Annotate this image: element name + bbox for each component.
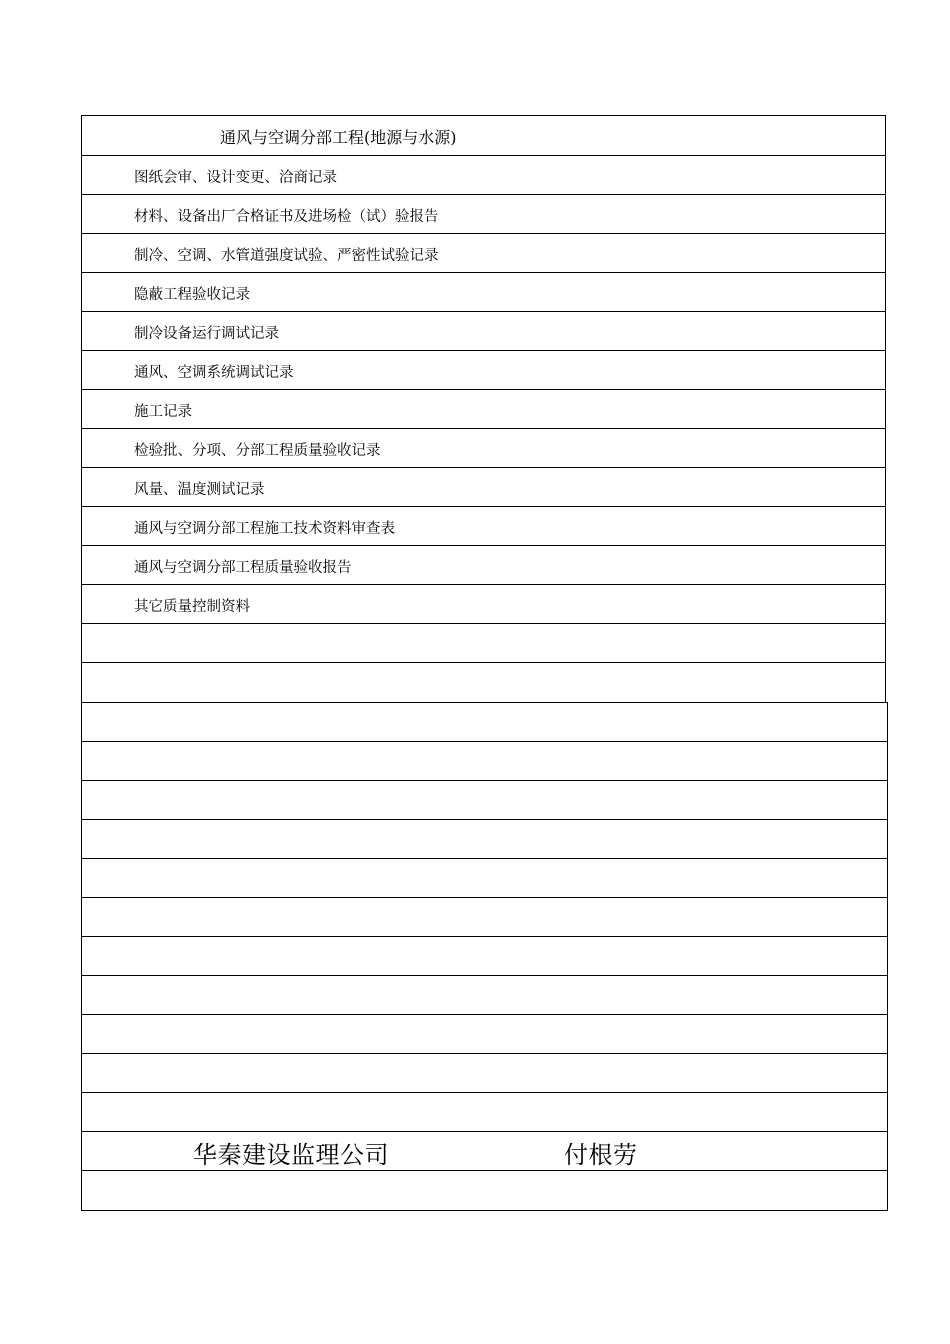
empty-row	[82, 820, 887, 859]
table-header-row	[82, 116, 885, 156]
empty-row	[82, 1015, 887, 1054]
table-row	[82, 351, 885, 390]
list-item: 隐蔽工程验收记录	[134, 287, 250, 303]
signer-name: 付根劳	[564, 1141, 638, 1169]
table-row	[82, 468, 885, 507]
table-row	[82, 585, 885, 624]
list-item: 制冷、空调、水管道强度试验、严密性试验记录	[134, 248, 439, 264]
table-row	[82, 234, 885, 273]
signature-row	[82, 1132, 887, 1171]
list-item: 制冷设备运行调试记录	[134, 326, 279, 342]
table-row	[82, 195, 885, 234]
list-item: 通风、空调系统调试记录	[134, 365, 294, 381]
empty-row	[82, 937, 887, 976]
table-row	[82, 507, 885, 546]
company-name: 华秦建设监理公司	[193, 1141, 389, 1169]
list-item: 检验批、分项、分部工程质量验收记录	[134, 443, 381, 459]
list-item: 其它质量控制资料	[134, 599, 250, 615]
list-item: 材料、设备出厂合格证书及进场检（试）验报告	[134, 209, 439, 225]
empty-row	[82, 1093, 887, 1132]
table-row	[82, 546, 885, 585]
table-row	[82, 390, 885, 429]
empty-row	[82, 703, 887, 742]
empty-row	[82, 742, 887, 781]
list-item: 通风与空调分部工程施工技术资料审查表	[134, 521, 395, 537]
table-row	[82, 273, 885, 312]
list-item: 风量、温度测试记录	[134, 482, 265, 498]
empty-row	[82, 1171, 887, 1210]
empty-row	[82, 898, 887, 937]
table-row	[82, 156, 885, 195]
list-item: 图纸会审、设计变更、洽商记录	[134, 170, 337, 186]
list-item: 通风与空调分部工程质量验收报告	[134, 560, 352, 576]
checklist-table-bottom	[81, 702, 888, 1211]
empty-row	[82, 781, 887, 820]
empty-row	[82, 1054, 887, 1093]
checklist-table-top	[81, 115, 886, 703]
section-title: 通风与空调分部工程(地源与水源)	[220, 128, 457, 147]
table-row	[82, 312, 885, 351]
empty-row	[82, 976, 887, 1015]
empty-row	[82, 859, 887, 898]
list-item: 施工记录	[134, 404, 192, 420]
table-row	[82, 429, 885, 468]
empty-row	[82, 663, 885, 702]
empty-row	[82, 624, 885, 663]
